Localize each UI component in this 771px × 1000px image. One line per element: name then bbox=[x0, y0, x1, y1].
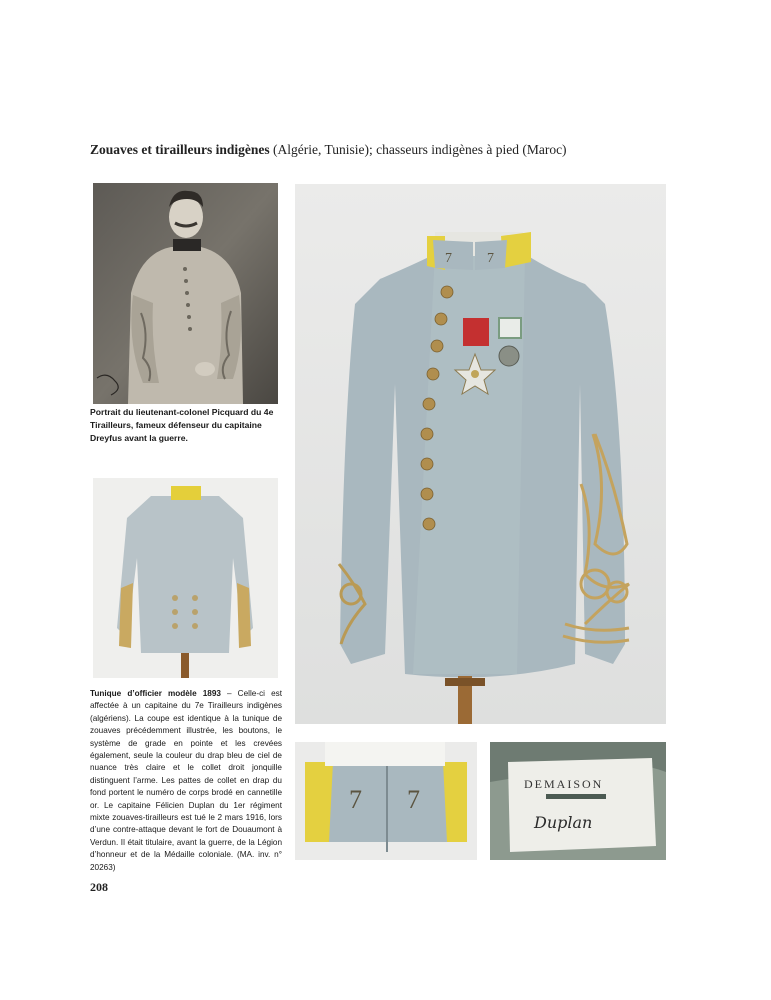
tunic-caption bbox=[90, 688, 282, 874]
collar-detail-photo bbox=[295, 742, 477, 860]
label-signature: Duplan bbox=[534, 813, 593, 832]
tunic-main-photo bbox=[295, 184, 666, 724]
main-collar-number-left: 7 bbox=[445, 251, 452, 266]
page-number: 208 bbox=[90, 880, 108, 894]
heading-subtitle: (Algérie, Tunisie); chasseurs indigènes à pied (Maroc) bbox=[269, 142, 567, 157]
tunic-back-photo bbox=[93, 478, 278, 678]
tunic-caption-body: – Celle-ci est affectée à un capitaine du 7e Tirailleurs indigènes (algériens). La coupe est identique à la tunique de zouaves précédemment illustrée, les boutons, le système de grade en pointe et les crevées également, seule la couleur du drap bleu de ciel de nuance très claire et le collet droit jonquille distinguent l’arme. Les pattes de collet en drap du fond portent le numéro de corps brodé en cannetille or. Le capitaine Félicien Duplan du 1er régiment mixte zouaves-tirailleurs est tué le 2 mars 1916, lors d’une contre-attaque devant le fort de Douaumont à Verdun. Il était titulaire, avant la guerre, de la Légion d’honneur et de la Médaille coloniale. (MA. inv. n° 20263) bbox=[90, 689, 282, 872]
label-detail-photo bbox=[490, 742, 666, 860]
page-heading bbox=[90, 142, 690, 158]
portrait-photo bbox=[93, 183, 278, 404]
tunic-caption-title: Tunique d’officier modèle 1893 bbox=[90, 689, 221, 698]
collar-number-left: 7 bbox=[349, 785, 362, 814]
collar-number-right: 7 bbox=[407, 785, 420, 814]
heading-title: Zouaves et tirailleurs indigènes bbox=[90, 142, 270, 157]
main-collar-number-right: 7 bbox=[487, 251, 494, 266]
portrait-caption: Portrait du lieutenant-colonel Picquard du 4e Tirailleurs, fameux défenseur du capitaine Dreyfus avant la guerre. bbox=[90, 407, 274, 443]
label-maker-text: DEMAISON bbox=[524, 777, 604, 791]
